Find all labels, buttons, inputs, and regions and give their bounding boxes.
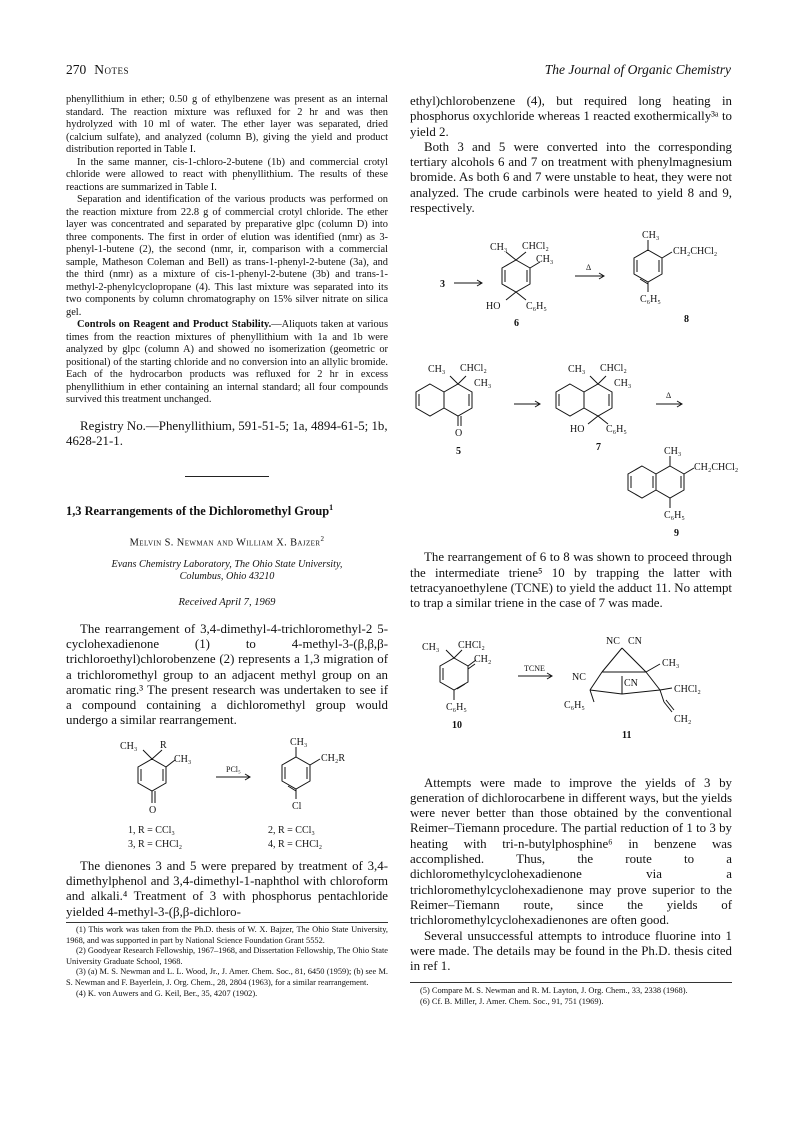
- s2-delta-label: Δ: [586, 263, 592, 273]
- running-header-left: [66, 62, 129, 78]
- page-number: 270: [66, 62, 87, 77]
- s3-ch3c-label: CH₃: [568, 364, 586, 376]
- s2-compound-6-label: 6: [514, 318, 519, 330]
- dienone-text: [66, 859, 388, 920]
- s4-ch2-label: CH₂: [474, 653, 492, 665]
- s1-compound-3-label: 3, R = CHCl₂: [128, 838, 183, 850]
- s4-reagent-label: TCNE: [524, 663, 545, 673]
- s1-compound-2-label: 2, R = CCl₃: [268, 824, 315, 836]
- right-paragraph-4: Attempts were made to improve the yields of 3 by generation of dichlorocarbene in different ways, but the yields were never better than those obtained by the conventional Reimer–Tiemann procedure. The partial reduction of 1 to 3 by heating with tri-n-butylphosphine⁶ in benzene was accomplished. Thus, the route to a dichloromethylcyclohexadienone via a trichloromethylcyclohexadienone may prove superior to the Reimer–Tiemann route, since the yields of trichloromethylcyclohexadienones are often good.: [410, 775, 732, 928]
- s3-c6h5-label: C₆H₅: [606, 424, 627, 436]
- s3-chcl2b-label: CHCl₂: [600, 363, 627, 375]
- authors: [66, 535, 388, 548]
- prev-paragraph-1: phenyllithium in ether; 0.50 g of ethylbenzene was present as an internal standard. The reaction mixture was refluxed for 2 hr and was then hydrolyzed with 10 ml of water. The ether layer was separated, dried (calcium sulfate), and analyzed (column B), giving the yield and product distribution reported in Table I.: [66, 94, 388, 155]
- s2-compound-3-label: 3: [440, 279, 445, 291]
- controls-text: —Aliquots taken at various times from the reaction mixtures of phenyllithium with 1a and 1b were analyzed by glpc (column A) and showed no isomerization (geometric or positional) of the starting chloride and no conversion into an allylic bromide. Each of the hydrocarbon products was refluxed for 2 hr in excess phenyllithium in ether containing an internal standard; all four compounds survived this treatment unchanged.: [66, 319, 388, 405]
- registry-numbers: [66, 419, 388, 450]
- prev-paragraph-4: [66, 319, 388, 407]
- affiliation-line-1: Evans Chemistry Laboratory, The Ohio State University,: [111, 558, 343, 570]
- s1-o-label: O: [149, 804, 157, 816]
- footnote-1: (1) This work was taken from the Ph.D. thesis of W. X. Bajzer, The Ohio State University, 1968, and was supported in part by National Science Foundation Grant 5552.: [66, 924, 388, 945]
- affiliation-line-2: Columbus, Ohio 43210: [179, 571, 275, 583]
- s1-r-label: R: [160, 739, 167, 751]
- s4-compound-10-label: 10: [452, 719, 462, 731]
- s4-compound-11-label: 11: [622, 729, 632, 741]
- s3-ho-label: HO: [570, 424, 585, 436]
- s3-ch3-label: CH₃: [428, 364, 446, 376]
- footnote-3: (3) (a) M. S. Newman and L. L. Wood, Jr., J. Amer. Chem. Soc., 81, 6450 (1959); (b) see M. S. Newman and F. Bayerlein, J. Org. Chem., 28, 2804 (1963), for a similar rearrangement.: [66, 967, 388, 987]
- s3-compound-7-label: 7: [596, 442, 601, 454]
- s2-compound-8-label: 8: [684, 314, 689, 326]
- s1-ch3b-label: CH₃: [174, 753, 192, 765]
- s2-c6h5b-label: C₆H₅: [640, 294, 661, 306]
- controls-heading: Controls on Reagent and Product Stability.: [77, 319, 272, 330]
- trapping-text: [410, 550, 732, 611]
- intro-text: [66, 622, 388, 729]
- footnote-5: (5) Compare M. S. Newman and R. M. Layton, J. Org. Chem., 33, 2338 (1968).: [420, 986, 688, 996]
- trapping-paragraph: The rearrangement of 6 to 8 was shown to proceed through the intermediate triene⁵ 10 by trapping the latter with tetracyanoethylene (TCNE) to yield the adduct 11. No attempt to trap a similar triene in the case of 7 was made.: [410, 550, 732, 611]
- dienone-paragraph: The dienones 3 and 5 were prepared by treatment of 3,4-dimethylphenol and 3,4-dimethyl-1-naphthol with chloroform and alkali.⁴ Treatment of 3 with phosphorus pentachloride yielded 4-methyl-3-(β,β-dichloro-: [66, 858, 388, 919]
- right-text-bottom: [410, 776, 732, 975]
- s2-ho-label: HO: [486, 301, 501, 313]
- right-paragraph-5: Several unsuccessful attempts to introduce fluorine into 1 were made. The details may be found in the Ph.D. thesis cited in ref 1.: [410, 928, 732, 974]
- received-date: Received April 7, 1969: [178, 596, 276, 608]
- s2-ch3-label: CH₃: [490, 242, 508, 254]
- s2-ch3c-label: CH₃: [642, 230, 660, 242]
- scheme-4-tcne-trapping: [410, 632, 732, 760]
- previous-article-experimental: [66, 94, 388, 407]
- s4-cn1-label: CN: [628, 635, 642, 647]
- s3-compound-5-label: 5: [456, 446, 461, 458]
- right-text-top: [410, 94, 732, 216]
- s2-chcl2-label: CHCl₂: [522, 241, 549, 253]
- s4-chcl2-label: CHCl₂: [458, 639, 485, 651]
- s1-compound-4-label: 4, R = CHCl₂: [268, 838, 323, 850]
- s1-ch2r-label: CH₂R: [321, 752, 346, 764]
- journal-name: The Journal of Organic Chemistry: [544, 62, 731, 77]
- footnotes-right: [410, 986, 732, 1007]
- intro-paragraph: The rearrangement of 3,4-dimethyl-4-trichloromethyl-2 5-cyclohexadienone (1) to 4-methyl-3-(β,β,β-trichloroethyl)chlorobenzene (2) represents a 1,3 migration of a trichloromethyl group to an adjacent methyl group on an aromatic ring.³ The present research was undertaken to see if a compound containing a dichloromethyl group would undergo a similar rearrangement.: [66, 621, 388, 728]
- author-footnote-marker: 2: [320, 535, 325, 544]
- s3-delta-label: Δ: [666, 391, 672, 401]
- s2-ch3b-label: CH₃: [536, 254, 554, 266]
- section-name: Notes: [94, 62, 129, 77]
- s4-cn2-label: CN: [624, 677, 638, 689]
- registry-heading: Registry No.: [80, 418, 146, 433]
- s4-nc2-label: NC: [572, 671, 586, 683]
- s4-c6h5b-label: C₆H₅: [564, 699, 585, 711]
- registry-text: —Phenyllithium, 591-51-5; 1a, 4894-61-5; 1b, 4628-21-1.: [66, 418, 388, 448]
- section-divider: [185, 476, 269, 477]
- footnote-6: (6) Cf. B. Miller, J. Amer. Chem. Soc., 91, 751 (1969).: [420, 997, 604, 1007]
- s4-chcl2b-label: CHCl₂: [674, 683, 701, 695]
- s3-ch2chcl2-label: CH₂CHCl₂: [694, 462, 739, 474]
- s1-ch3c-label: CH₃: [290, 736, 308, 748]
- s4-nc1-label: NC: [606, 635, 620, 647]
- scheme-2-dienone-to-arene: [410, 222, 732, 354]
- scheme-1-pcl5-rearrangement: [66, 735, 388, 853]
- s3-ch3b-label: CH₃: [474, 378, 492, 390]
- scheme-3-naphthalenone-route: [410, 354, 739, 544]
- s1-ch3-label: CH₃: [120, 740, 138, 752]
- s3-ch3d-label: CH₃: [614, 378, 632, 390]
- prev-paragraph-2: In the same manner, cis-1-chloro-2-butene (1b) and commercial crotyl chloride were allowed to react with phenyllithium. The results of these reactions are summarized in Table I.: [66, 156, 388, 193]
- s1-reagent-label: PCl₅: [226, 764, 241, 774]
- s3-chcl2-label: CHCl₂: [460, 363, 487, 375]
- right-column: [410, 94, 739, 1008]
- s3-o-label: O: [455, 428, 463, 440]
- s4-ch3b-label: CH₃: [662, 657, 680, 669]
- title-footnote-marker: 1: [329, 503, 334, 513]
- right-paragraph-2: Both 3 and 5 were converted into the corresponding tertiary alcohols 6 and 7 on treatment with phenylmagnesium bromide. As both 6 and 7 were unstable to heat, they were not analyzed. The crude carbinols were heated to yield 8 and 9, respectively.: [410, 139, 732, 216]
- left-column: [66, 94, 388, 999]
- footnote-4: (4) K. von Auwers and G. Keil, Ber., 35, 4207 (1902).: [76, 988, 258, 998]
- affiliation: [66, 559, 388, 584]
- s1-cl-label: Cl: [292, 800, 302, 812]
- s3-c6h5b-label: C₆H₅: [664, 510, 685, 522]
- article-title: [66, 503, 388, 519]
- prev-paragraph-3: Separation and identification of the various products was performed on the reaction mixture from 22.8 g of commercial crotyl chloride. The ether layer was concentrated and separated by preparative glpc (column D) into three components. The first in order of elution was identified (nmr) as 3-phenyl-1-butene (2), the second (nmr, ir, comparison with a commercial sample, Matheson Coleman and Bell) as trans-1-phenyl-2-butene (3a), and the third (nmr) as a mixture of cis-1-phenyl-2-butene (3b) and trans-1-methyl-2-phenylcyclopropane (4). This last mixture was separated into its two components by column chromatography on 15% silver nitrate on silica gel.: [66, 194, 388, 318]
- author-names: Melvin S. Newman and William X. Bajzer: [129, 537, 321, 549]
- right-paragraph-1: ethyl)chlorobenzene (4), but required long heating in phosphorus oxychloride whereas 1 reacted exothermically³ᵃ to yield 2.: [410, 94, 732, 139]
- s4-ch2b-label: CH₂: [674, 713, 692, 725]
- s1-compound-1-label: 1, R = CCl₃: [128, 824, 175, 836]
- footnotes-left: [66, 925, 388, 999]
- s4-c6h5-label: C₆H₅: [446, 701, 467, 713]
- s2-ch2chcl2-label: CH₂CHCl₂: [673, 246, 718, 258]
- article-title-text: 1,3 Rearrangements of the Dichloromethyl Group: [66, 504, 330, 519]
- footnote-2: (2) Goodyear Research Fellowship, 1967–1968, and Dissertation Fellowship, The Ohio State University Graduate School, 1968.: [66, 946, 388, 966]
- s2-c6h5-label: C₆H₅: [526, 301, 547, 313]
- s3-ch3e-label: CH₃: [664, 446, 682, 458]
- s3-compound-9-label: 9: [674, 528, 679, 540]
- s4-ch3-label: CH₃: [422, 641, 440, 653]
